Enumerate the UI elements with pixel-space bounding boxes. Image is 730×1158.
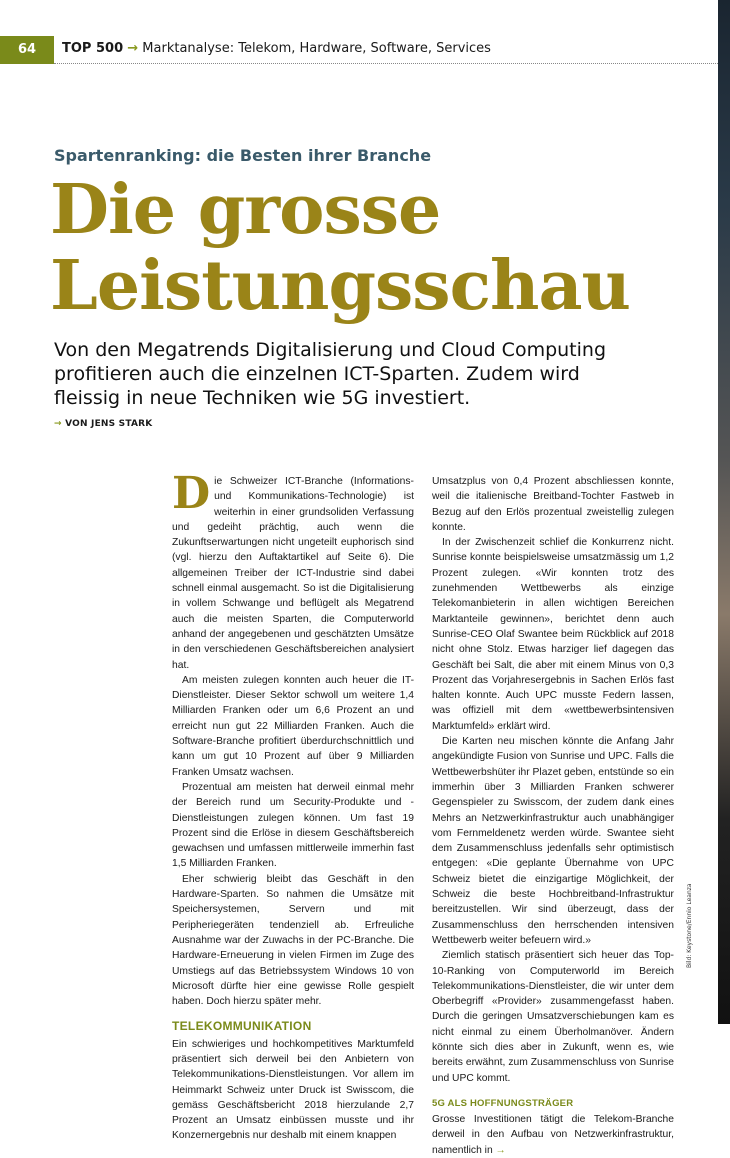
header-rule <box>54 63 718 64</box>
article-title <box>50 172 630 324</box>
subheading: 5G ALS HOFFNUNGSTRÄGER <box>432 1097 574 1109</box>
header-section: TOP 500 <box>62 41 124 56</box>
arrow-right-icon: → <box>54 419 62 429</box>
paragraph: Umsatzplus von 0,4 Prozent abschliessen konnte, weil die italienische Breitband-Tochter Fastweb in Bezug auf den Erlös prozentual zweistellig zulegen konnte. <box>432 476 674 533</box>
page-number: 64 <box>0 36 54 64</box>
text-column-1 <box>172 468 414 1144</box>
paragraph: Die Karten neu mischen könnte die Anfang Jahr angekündigte Fusion von Sunrise und UPC. Falls die Wettbewerbshüter ihr Plazet geben, entstünde so ein immerhin über 3 Milliarden Franken schwerer Gegenspieler zu Swisscom, der zudem dank eines Mehrs an Netzwerkinfrastruktur auch unabhängiger vom Fernmeldenetz werden würde. Swantee sieht dem Zusammenschluss jedenfalls sehr optimistisch entgegen: «Die geplante Übernahme von UPC Schweiz bietet die einzigartige Möglichkeit, der Schweiz die beste Hochbreitband-Infrastruktur bereitzustellen. Wir sind überzeugt, dass der Zusammenschluss den herrschenden intensiven Wettbewerb weiter befeuern wird.» <box>432 736 674 946</box>
continue-arrow-icon: → <box>495 1144 506 1156</box>
paragraph: Prozentual am meisten hat derweil einmal mehr der Bereich rund um Security-Produkte und -Dienstleistungen zulegen können. Um fast 19 Prozent sind die Erlöse in diesem Geschäftsbereich gewachsen und umfassen mittlerweile immerhin fast 1,5 Milliarden Franken. <box>172 781 414 870</box>
subheading: TELEKOMMUNIKATION <box>172 1019 312 1034</box>
paragraph: Am meisten zulegen konnten auch heuer die IT-Dienstleister. Dieser Sektor schwoll um weitere 1,4 Milliarden Franken oder um 6,6 Prozent an und erreicht nun gut 22 Milliarden Franken. Auch die Software-Branche profitiert überdurchschnittlich und kann um gut 10 Prozent auf über 9 Milliarden Franken Umsatz wachsen. <box>172 674 414 778</box>
title-line-1: Die grosse <box>50 170 441 250</box>
author-byline <box>54 419 152 429</box>
arrow-right-icon: → <box>127 41 139 56</box>
running-header <box>0 36 718 64</box>
title-line-2: Leistungsschau <box>50 246 630 326</box>
paragraph-text: Grosse Investitionen tätigt die Telekom-Branche derweil in den Aufbau von Netzwerkinfrastruktur, namentlich in <box>432 1114 674 1156</box>
article-lead: Von den Megatrends Digitalisierung und Cloud Computing profitieren auch die einzelnen ICT-Sparten. Zudem wird fleissig in neue Techniken wie 5G investiert. <box>54 339 607 409</box>
adjacent-page-photo-strip <box>718 0 730 1024</box>
photo-credit: Bild: Keystone/Ennio Leanza <box>686 883 693 968</box>
text-column-2 <box>432 474 674 1158</box>
header-text <box>62 41 491 56</box>
paragraph: Ein schwieriges und hochkompetitives Marktumfeld präsentiert sich derweil bei den Anbietern von Telekommunikations-Dienstleistungen. Vor allem im Heimmarkt Schweiz unter Druck ist Swisscom, die gemäss Geschäftsbericht 2018 hierzulande 2,7 Prozent an Umsatz einbüssen musste und ihr Konzernergebnis nur deshalb mit einem knappen <box>172 1038 414 1142</box>
paragraph-text: ie Schweizer ICT-Branche (Informations- und Kommunikations-Technologie) ist weiterhin in einer grundsoliden Verfassung und gedeiht prächtig, auch wenn die Zukunftserwartungen nicht ungeteilt euphorisch sind (vgl. hierzu den Auftaktartikel auf Seite 6). Die allgemeinen Treiber der ICT-Industrie sind dabei schnell einmal ausgemacht. So ist die Digitalisierung in vollem Schwange und beflügelt als Megatrend auch die meisten Sparten, die Computerworld anhand der angegebenen und geschätzten Umsätze in den verschiedenen Geschäftsbereichen analysiert hat. <box>172 476 414 671</box>
paragraph: In der Zwischenzeit schlief die Konkurrenz nicht. Sunrise konnte beispielsweise umsatzmässig um 1,2 Prozent zulegen. «Wir konnten trotz des zunehmenden Wettbewerbs als einzige Telekomanbieterin in allen wichtigen Bereichen Marktanteile gewinnen», berichtet denn auch Sunrise-CEO Olaf Swantee beim Rückblick auf 2018 nicht ohne Stolz. Etwas harziger lief dagegen das Geschäft bei Salt, die aber mit einem Minus von 0,3 Prozent das Vorjahresergebnis in Sachen Erlös fast halten konnte. Auch UPC musste Federn lassen, was offiziell mit dem «wettbewerbsintensiven Marktumfeld» erklärt wird. <box>432 537 674 732</box>
header-subtitle: Marktanalyse: Telekom, Hardware, Software, Services <box>142 41 491 56</box>
paragraph: Ziemlich statisch präsentiert sich heuer das Top-10-Ranking von Computerworld im Bereich Telekommunikations-Dienstleister, die wir unter dem Oberbegriff «Provider» zusammengefasst haben. Durch die geringen Umsatzverschiebungen kam es nicht einmal zu einem Überholmanöver. Ändern könnte sich dies aber in Zukunft, wenn es, wie bereits erwähnt, zum Zusammenschluss von Sunrise und UPC kommt. <box>432 950 674 1084</box>
paragraph: Eher schwierig bleibt das Geschäft in den Hardware-Sparten. So nahmen die Umsätze mit Speichersystemen, Servern und mit Peripheriegeräten tendenziell ab. Erfreuliche Ausnahme war der Zuwachs in der PC-Branche. Die Hardware-Erneuerung in vielen Firmen im Zuge des Umstiegs auf das Betriebssystem Windows 10 von Microsoft dürfte hier eine gewisse Rolle gespielt haben. Doch hierzu später mehr. <box>172 873 414 1008</box>
author-name: VON JENS STARK <box>65 419 153 429</box>
paragraph <box>172 468 414 673</box>
drop-cap: D <box>172 468 211 519</box>
article-kicker: Spartenranking: die Besten ihrer Branche <box>54 146 432 165</box>
paragraph <box>432 1112 674 1158</box>
